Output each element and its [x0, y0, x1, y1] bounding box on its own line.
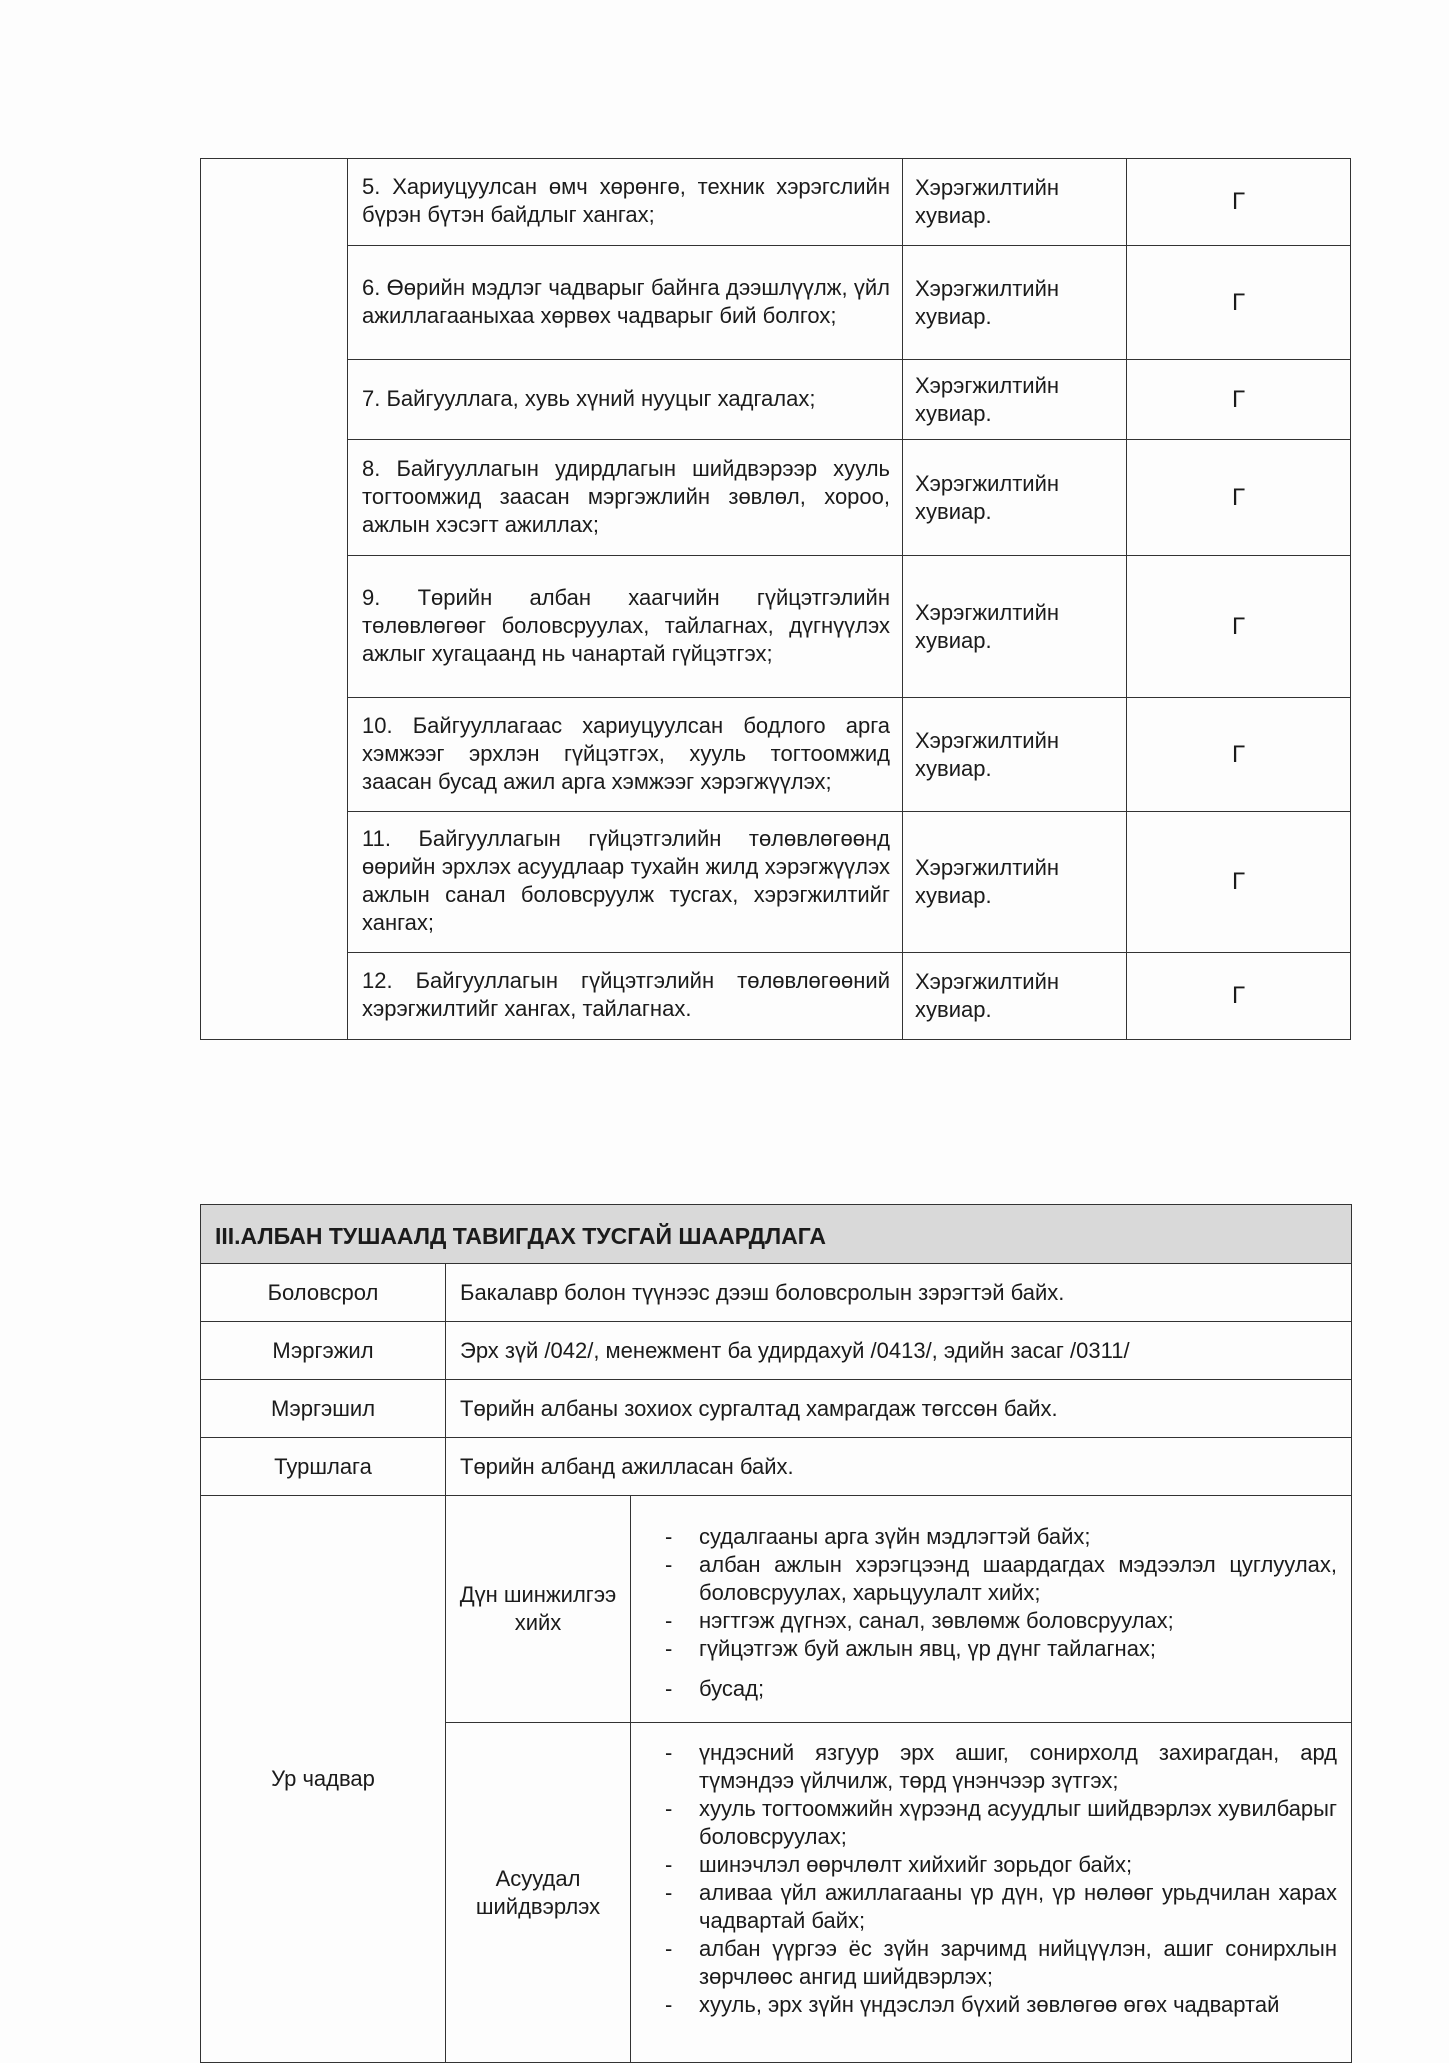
- table-row: [201, 556, 1351, 698]
- qualification-value: Төрийн албаны зохиох сургалтад хамрагдаж төгссөн байх.: [446, 1380, 1352, 1438]
- duty-cell: 7. Байгууллага, хувь хүний нууцыг хадгалах;: [348, 360, 903, 440]
- table-row: [201, 953, 1351, 1040]
- list-item: - аливаа үйл ажиллагааны үр дүн, үр нөлөөг урьдчилан харах чадвартай байх;: [665, 1879, 1337, 1935]
- table-row: [201, 812, 1351, 953]
- timing-cell: Хэрэгжилтийн хувиар.: [903, 698, 1127, 812]
- list-item: - бусад;: [665, 1675, 1337, 1703]
- problem-solving-list-cell: [631, 1723, 1352, 2063]
- profession-value: Эрх зүй /042/, менежмент ба удирдахуй /0413/, эдийн засаг /0311/: [446, 1322, 1352, 1380]
- timing-cell: Хэрэгжилтийн хувиар.: [903, 159, 1127, 246]
- blank-cell: [201, 159, 348, 1040]
- table-row: [201, 1496, 1352, 1723]
- code-cell: Г: [1127, 556, 1351, 698]
- code-cell: Г: [1127, 698, 1351, 812]
- table-row: [201, 246, 1351, 360]
- table-row: [201, 1264, 1352, 1322]
- profession-label: Мэргэжил: [201, 1322, 446, 1380]
- timing-cell: Хэрэгжилтийн хувиар.: [903, 246, 1127, 360]
- list-item: - албан ажлын хэрэгцээнд шаардагдах мэдээлэл цуглуулах, боловсруулах, харьцуулалт хийх;: [665, 1551, 1337, 1607]
- duty-cell: 6. Өөрийн мэдлэг чадварыг байнга дээшлүүлж, үйл ажиллагааныхаа хөрвөх чадварыг бий болгох;: [348, 246, 903, 360]
- table-row: [201, 360, 1351, 440]
- list-item: - хууль тогтоомжийн хүрээнд асуудлыг шийдвэрлэх хувилбарыг боловсруулах;: [665, 1795, 1337, 1851]
- list-item: - судалгааны арга зүйн мэдлэгтэй байх;: [665, 1523, 1337, 1551]
- education-value: Бакалавр болон түүнээс дээш боловсролын зэрэгтэй байх.: [446, 1264, 1352, 1322]
- list-item: - албан үүргээ ёс зүйн зарчимд нийцүүлэн, ашиг сонирхлын зөрчлөөс ангид шийдвэрлэх;: [665, 1935, 1337, 1991]
- table-row: [201, 1322, 1352, 1380]
- problem-solving-label: Асуудал шийдвэрлэх: [446, 1723, 631, 2063]
- code-cell: Г: [1127, 246, 1351, 360]
- list-item: - шинэчлэл өөрчлөлт хийхийг зорьдог байх;: [665, 1851, 1337, 1879]
- code-cell: Г: [1127, 953, 1351, 1040]
- education-label: Боловсрол: [201, 1264, 446, 1322]
- analysis-list: [645, 1523, 1337, 1703]
- table-row: [201, 1380, 1352, 1438]
- list-item: - нэгтгэж дүгнэх, санал, зөвлөмж боловсруулах;: [665, 1607, 1337, 1635]
- table-row: [201, 159, 1351, 246]
- table-row: [201, 698, 1351, 812]
- duties-table: [200, 158, 1351, 1040]
- duty-cell: 5. Хариуцуулсан өмч хөрөнгө, техник хэрэгслийн бүрэн бүтэн байдлыг хангах;: [348, 159, 903, 246]
- duty-cell: 10. Байгууллагаас хариуцуулсан бодлого арга хэмжээг эрхлэн гүйцэтгэх, хууль тогтоомжид заасан бусад ажил арга хэмжээг хэрэгжүүлэх;: [348, 698, 903, 812]
- experience-label: Туршлага: [201, 1438, 446, 1496]
- list-item: - гүйцэтгэж буй ажлын явц, үр дүнг тайлагнах;: [665, 1635, 1337, 1663]
- list-item: - үндэсний язгуур эрх ашиг, сонирхолд захирагдан, ард түмэндээ үйлчилж, төрд үнэнчээр зүтгэх;: [665, 1739, 1337, 1795]
- timing-cell: Хэрэгжилтийн хувиар.: [903, 556, 1127, 698]
- requirements-table: [200, 1204, 1352, 2063]
- table-row: [201, 1438, 1352, 1496]
- qualification-label: Мэргэшил: [201, 1380, 446, 1438]
- timing-cell: Хэрэгжилтийн хувиар.: [903, 440, 1127, 556]
- timing-cell: Хэрэгжилтийн хувиар.: [903, 812, 1127, 953]
- skills-label: Ур чадвар: [201, 1496, 446, 2063]
- analysis-label: Дүн шинжилгээ хийх: [446, 1496, 631, 1723]
- analysis-list-cell: [631, 1496, 1352, 1723]
- code-cell: Г: [1127, 812, 1351, 953]
- experience-value: Төрийн албанд ажилласан байх.: [446, 1438, 1352, 1496]
- code-cell: Г: [1127, 159, 1351, 246]
- timing-cell: Хэрэгжилтийн хувиар.: [903, 953, 1127, 1040]
- section-title: III.АЛБАН ТУШААЛД ТАВИГДАХ ТУСГАЙ ШААРДЛАГА: [201, 1205, 1352, 1264]
- duty-cell: 11. Байгууллагын гүйцэтгэлийн төлөвлөгөөнд өөрийн эрхлэх асуудлаар тухайн жилд хэрэгжүүлэх ажлын санал боловсруулж тусгах, хэрэгжилтийг хангах;: [348, 812, 903, 953]
- problem-solving-list: [645, 1739, 1337, 2019]
- duty-cell: 9. Төрийн албан хаагчийн гүйцэтгэлийн төлөвлөгөөг боловсруулах, тайлагнах, дүгнүүлэх ажлыг хугацаанд нь чанартай гүйцэтгэх;: [348, 556, 903, 698]
- code-cell: Г: [1127, 440, 1351, 556]
- duty-cell: 12. Байгууллагын гүйцэтгэлийн төлөвлөгөөний хэрэгжилтийг хангах, тайлагнах.: [348, 953, 903, 1040]
- duty-cell: 8. Байгууллагын удирдлагын шийдвэрээр хууль тогтоомжид заасан мэргэжлийн зөвлөл, хороо, ажлын хэсэгт ажиллах;: [348, 440, 903, 556]
- table-row: [201, 1205, 1352, 1264]
- table-row: [201, 440, 1351, 556]
- list-item: - хууль, эрх зүйн үндэслэл бүхий зөвлөгөө өгөх чадвартай: [665, 1991, 1337, 2019]
- code-cell: Г: [1127, 360, 1351, 440]
- timing-cell: Хэрэгжилтийн хувиар.: [903, 360, 1127, 440]
